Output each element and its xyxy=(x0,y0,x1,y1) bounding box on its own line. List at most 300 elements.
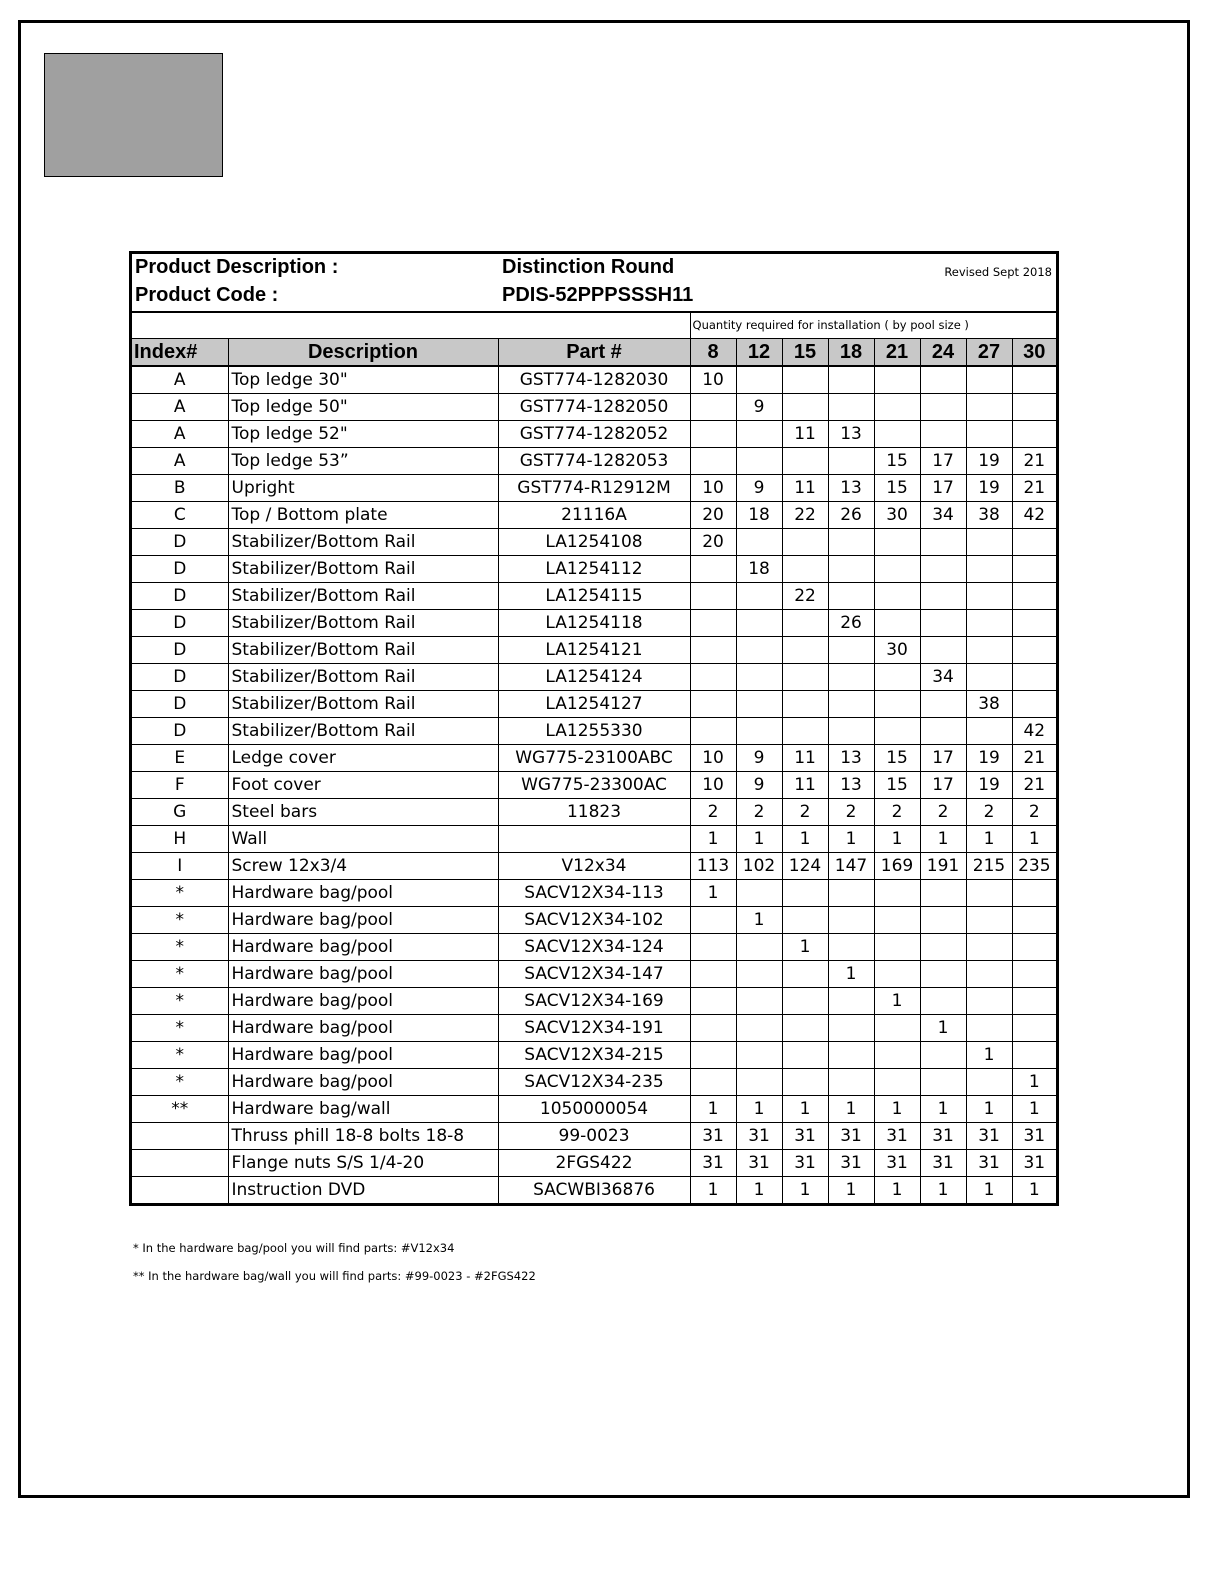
quantity-cell: 31 xyxy=(828,1150,874,1177)
table-row xyxy=(132,1069,1056,1096)
parts-sheet xyxy=(129,251,1059,1206)
quantity-cell: 1 xyxy=(1012,1177,1056,1204)
quantity-cell: 1 xyxy=(690,880,736,907)
quantity-cell xyxy=(966,1069,1012,1096)
part-number-cell: SACV12X34-215 xyxy=(498,1042,690,1069)
quantity-cell: 1 xyxy=(736,907,782,934)
quantity-cell: 31 xyxy=(736,1123,782,1150)
part-number-cell: SACV12X34-169 xyxy=(498,988,690,1015)
quantity-cell xyxy=(828,988,874,1015)
index-cell: H xyxy=(132,826,228,853)
quantity-cell xyxy=(920,1042,966,1069)
quantity-cell: 1 xyxy=(828,961,874,988)
quantity-cell xyxy=(736,664,782,691)
quantity-cell xyxy=(1012,529,1056,556)
quantity-cell xyxy=(736,583,782,610)
quantity-cell xyxy=(966,556,1012,583)
index-cell: D xyxy=(132,610,228,637)
quantity-cell xyxy=(736,1042,782,1069)
quantity-cell xyxy=(1012,366,1056,394)
index-cell: I xyxy=(132,853,228,880)
column-header-description: Description xyxy=(228,339,498,367)
part-number-cell: GST774-1282030 xyxy=(498,366,690,394)
quantity-cell xyxy=(782,880,828,907)
parts-table xyxy=(132,313,1056,1203)
quantity-cell xyxy=(690,1069,736,1096)
index-cell: D xyxy=(132,529,228,556)
table-row xyxy=(132,556,1056,583)
quantity-cell: 1 xyxy=(782,934,828,961)
quantity-cell: 18 xyxy=(736,556,782,583)
quantity-cell xyxy=(690,1015,736,1042)
index-cell: A xyxy=(132,448,228,475)
quantity-cell xyxy=(966,880,1012,907)
quantity-cell xyxy=(690,664,736,691)
quantity-cell: 31 xyxy=(690,1150,736,1177)
quantity-cell xyxy=(920,934,966,961)
column-header-row xyxy=(132,339,1056,367)
quantity-cell: 21 xyxy=(1012,745,1056,772)
quantity-cell: 42 xyxy=(1012,718,1056,745)
description-cell: Stabilizer/Bottom Rail xyxy=(228,718,498,745)
quantity-cell: 1 xyxy=(920,1096,966,1123)
quantity-cell: 31 xyxy=(1012,1150,1056,1177)
quantity-cell xyxy=(736,637,782,664)
quantity-cell xyxy=(690,610,736,637)
index-cell: D xyxy=(132,691,228,718)
part-number-cell: LA1255330 xyxy=(498,718,690,745)
quantity-cell: 9 xyxy=(736,772,782,799)
quantity-cell: 31 xyxy=(690,1123,736,1150)
description-cell: Stabilizer/Bottom Rail xyxy=(228,664,498,691)
table-row xyxy=(132,961,1056,988)
description-cell: Hardware bag/pool xyxy=(228,1069,498,1096)
quantity-cell xyxy=(736,718,782,745)
quantity-cell xyxy=(966,394,1012,421)
description-cell: Top ledge 52" xyxy=(228,421,498,448)
part-number-cell: SACV12X34-147 xyxy=(498,961,690,988)
quantity-cell xyxy=(1012,880,1056,907)
quantity-cell xyxy=(966,529,1012,556)
description-cell: Top ledge 53” xyxy=(228,448,498,475)
quantity-cell xyxy=(690,448,736,475)
part-number-cell: GST774-1282053 xyxy=(498,448,690,475)
index-cell xyxy=(132,1177,228,1204)
part-number-cell: SACV12X34-102 xyxy=(498,907,690,934)
description-cell: Hardware bag/pool xyxy=(228,934,498,961)
quantity-cell xyxy=(828,880,874,907)
column-header-size: 21 xyxy=(874,339,920,367)
quantity-cell xyxy=(874,961,920,988)
part-number-cell: 2FGS422 xyxy=(498,1150,690,1177)
table-row xyxy=(132,1042,1056,1069)
index-cell: * xyxy=(132,988,228,1015)
footnotes xyxy=(133,1240,536,1296)
table-row xyxy=(132,1015,1056,1042)
quantity-cell xyxy=(1012,961,1056,988)
footnote-pool: * In the hardware bag/pool you will find parts: #V12x34 xyxy=(133,1241,455,1255)
quantity-cell: 2 xyxy=(782,799,828,826)
quantity-cell: 1 xyxy=(736,826,782,853)
quantity-cell: 31 xyxy=(966,1150,1012,1177)
table-row xyxy=(132,988,1056,1015)
quantity-cell: 31 xyxy=(782,1150,828,1177)
quantity-cell: 22 xyxy=(782,502,828,529)
quantity-cell: 21 xyxy=(1012,772,1056,799)
part-number-cell: LA1254115 xyxy=(498,583,690,610)
quantity-cell xyxy=(920,583,966,610)
description-cell: Top ledge 50" xyxy=(228,394,498,421)
part-number-cell: GST774-1282050 xyxy=(498,394,690,421)
quantity-cell: 17 xyxy=(920,772,966,799)
quantity-cell: 18 xyxy=(736,502,782,529)
quantity-cell: 13 xyxy=(828,772,874,799)
quantity-cell xyxy=(736,366,782,394)
quantity-cell: 1 xyxy=(874,1096,920,1123)
quantity-cell xyxy=(920,1069,966,1096)
quantity-cell xyxy=(828,448,874,475)
index-cell: * xyxy=(132,907,228,934)
quantity-cell xyxy=(1012,664,1056,691)
part-number-cell: SACV12X34-124 xyxy=(498,934,690,961)
quantity-cell: 113 xyxy=(690,853,736,880)
quantity-cell xyxy=(736,1015,782,1042)
quantity-cell: 2 xyxy=(690,799,736,826)
table-row xyxy=(132,826,1056,853)
quantity-cell: 1 xyxy=(874,826,920,853)
quantity-cell: 42 xyxy=(1012,502,1056,529)
quantity-cell xyxy=(1012,691,1056,718)
description-cell: Thruss phill 18-8 bolts 18-8 xyxy=(228,1123,498,1150)
quantity-cell xyxy=(736,448,782,475)
quantity-cell xyxy=(690,583,736,610)
product-code: PDIS-52PPPSSSH11 xyxy=(502,284,694,306)
quantity-cell: 38 xyxy=(966,502,1012,529)
quantity-cell: 26 xyxy=(828,502,874,529)
quantity-cell: 13 xyxy=(828,475,874,502)
quantity-cell: 31 xyxy=(874,1150,920,1177)
quantity-cell xyxy=(874,718,920,745)
table-row xyxy=(132,637,1056,664)
description-cell: Hardware bag/wall xyxy=(228,1096,498,1123)
quantity-cell xyxy=(828,718,874,745)
quantity-cell xyxy=(828,529,874,556)
column-header-size: 27 xyxy=(966,339,1012,367)
quantity-cell: 26 xyxy=(828,610,874,637)
quantity-cell xyxy=(782,718,828,745)
table-row xyxy=(132,1177,1056,1204)
footnote-wall: ** In the hardware bag/wall you will find parts: #99-0023 - #2FGS422 xyxy=(133,1269,536,1283)
quantity-cell xyxy=(828,1042,874,1069)
quantity-cell: 1 xyxy=(920,826,966,853)
description-cell: Stabilizer/Bottom Rail xyxy=(228,610,498,637)
quantity-cell: 1 xyxy=(1012,1096,1056,1123)
quantity-cell xyxy=(920,718,966,745)
index-cell: * xyxy=(132,934,228,961)
quantity-cell: 31 xyxy=(782,1123,828,1150)
quantity-cell: 11 xyxy=(782,421,828,448)
quantity-cell xyxy=(736,421,782,448)
quantity-cell xyxy=(828,664,874,691)
quantity-cell xyxy=(920,610,966,637)
description-cell: Stabilizer/Bottom Rail xyxy=(228,529,498,556)
quantity-cell xyxy=(920,880,966,907)
quantity-cell xyxy=(782,1042,828,1069)
description-cell: Foot cover xyxy=(228,772,498,799)
table-row xyxy=(132,1096,1056,1123)
quantity-cell xyxy=(874,421,920,448)
quantity-cell xyxy=(782,1015,828,1042)
index-cell: * xyxy=(132,1042,228,1069)
quantity-cell: 1 xyxy=(690,826,736,853)
quantity-cell: 15 xyxy=(874,448,920,475)
quantity-cell: 31 xyxy=(920,1150,966,1177)
quantity-cell: 1 xyxy=(920,1177,966,1204)
quantity-cell xyxy=(736,610,782,637)
quantity-cell xyxy=(874,1069,920,1096)
quantity-cell: 9 xyxy=(736,475,782,502)
blank-cell xyxy=(132,313,690,339)
quantity-cell: 10 xyxy=(690,745,736,772)
column-header-size: 30 xyxy=(1012,339,1056,367)
part-number-cell: LA1254124 xyxy=(498,664,690,691)
table-row xyxy=(132,394,1056,421)
quantity-cell xyxy=(690,907,736,934)
quantity-cell xyxy=(966,610,1012,637)
quantity-cell xyxy=(828,394,874,421)
quantity-cell: 11 xyxy=(782,772,828,799)
quantity-cell: 1 xyxy=(782,826,828,853)
description-cell: Hardware bag/pool xyxy=(228,1042,498,1069)
quantity-cell xyxy=(828,907,874,934)
quantity-cell: 11 xyxy=(782,745,828,772)
quantity-cell xyxy=(874,880,920,907)
quantity-cell xyxy=(920,907,966,934)
quantity-cell: 2 xyxy=(966,799,1012,826)
quantity-cell xyxy=(874,366,920,394)
table-row xyxy=(132,1123,1056,1150)
part-number-cell: WG775-23100ABC xyxy=(498,745,690,772)
table-row xyxy=(132,907,1056,934)
quantity-cell xyxy=(782,961,828,988)
product-code-label: Product Code : xyxy=(135,284,279,306)
quantity-cell: 17 xyxy=(920,448,966,475)
column-header-part: Part # xyxy=(498,339,690,367)
quantity-cell xyxy=(966,988,1012,1015)
quantity-cell: 1 xyxy=(1012,826,1056,853)
table-row xyxy=(132,502,1056,529)
product-description: Distinction Round xyxy=(502,256,675,278)
index-cell xyxy=(132,1123,228,1150)
index-cell: G xyxy=(132,799,228,826)
quantity-cell xyxy=(874,1042,920,1069)
description-cell: Instruction DVD xyxy=(228,1177,498,1204)
description-cell: Stabilizer/Bottom Rail xyxy=(228,583,498,610)
part-number-cell: LA1254118 xyxy=(498,610,690,637)
quantity-cell: 10 xyxy=(690,475,736,502)
product-header xyxy=(132,254,1056,313)
quantity-cell xyxy=(1012,934,1056,961)
quantity-cell: 1 xyxy=(874,988,920,1015)
quantity-cell: 22 xyxy=(782,583,828,610)
quantity-cell: 38 xyxy=(966,691,1012,718)
quantity-cell: 10 xyxy=(690,366,736,394)
quantity-cell xyxy=(782,448,828,475)
quantity-cell xyxy=(874,691,920,718)
table-row xyxy=(132,772,1056,799)
index-cell: * xyxy=(132,961,228,988)
table-row xyxy=(132,745,1056,772)
table-row xyxy=(132,799,1056,826)
quantity-cell: 102 xyxy=(736,853,782,880)
quantity-cell: 191 xyxy=(920,853,966,880)
quantity-cell: 1 xyxy=(828,1177,874,1204)
quantity-cell xyxy=(690,421,736,448)
quantity-cell xyxy=(782,610,828,637)
quantity-cell xyxy=(874,934,920,961)
part-number-cell: LA1254121 xyxy=(498,637,690,664)
quantity-cell xyxy=(966,718,1012,745)
quantity-cell xyxy=(690,637,736,664)
quantity-cell xyxy=(782,907,828,934)
quantity-cell: 31 xyxy=(920,1123,966,1150)
table-row xyxy=(132,421,1056,448)
quantity-cell: 31 xyxy=(966,1123,1012,1150)
index-cell: A xyxy=(132,394,228,421)
quantity-caption-row xyxy=(132,313,1056,339)
quantity-cell xyxy=(782,691,828,718)
part-number-cell xyxy=(498,826,690,853)
quantity-cell: 1 xyxy=(736,1177,782,1204)
quantity-cell xyxy=(782,988,828,1015)
quantity-cell: 30 xyxy=(874,637,920,664)
quantity-cell: 11 xyxy=(782,475,828,502)
quantity-cell: 2 xyxy=(874,799,920,826)
quantity-cell xyxy=(874,556,920,583)
quantity-cell: 34 xyxy=(920,502,966,529)
column-header-size: 24 xyxy=(920,339,966,367)
quantity-cell xyxy=(736,934,782,961)
quantity-cell: 1 xyxy=(828,826,874,853)
quantity-cell: 9 xyxy=(736,745,782,772)
quantity-caption: Quantity required for installation ( by pool size ) xyxy=(690,313,1056,339)
quantity-cell xyxy=(736,529,782,556)
index-cell: D xyxy=(132,637,228,664)
part-number-cell: SACV12X34-191 xyxy=(498,1015,690,1042)
part-number-cell: V12x34 xyxy=(498,853,690,880)
table-row xyxy=(132,664,1056,691)
quantity-cell xyxy=(874,610,920,637)
table-row xyxy=(132,448,1056,475)
table-row xyxy=(132,475,1056,502)
quantity-cell xyxy=(782,664,828,691)
quantity-cell: 1 xyxy=(828,1096,874,1123)
quantity-cell: 21 xyxy=(1012,475,1056,502)
part-number-cell: 21116A xyxy=(498,502,690,529)
quantity-cell: 2 xyxy=(920,799,966,826)
part-number-cell: GST774-R12912M xyxy=(498,475,690,502)
quantity-cell: 215 xyxy=(966,853,1012,880)
quantity-cell: 31 xyxy=(874,1123,920,1150)
index-cell: A xyxy=(132,421,228,448)
quantity-cell: 15 xyxy=(874,475,920,502)
quantity-cell xyxy=(966,1015,1012,1042)
quantity-cell xyxy=(966,907,1012,934)
quantity-cell xyxy=(966,664,1012,691)
quantity-cell: 235 xyxy=(1012,853,1056,880)
quantity-cell xyxy=(690,988,736,1015)
index-cell: * xyxy=(132,1069,228,1096)
description-cell: Ledge cover xyxy=(228,745,498,772)
logo-placeholder xyxy=(44,53,223,177)
quantity-cell xyxy=(828,583,874,610)
quantity-cell: 1 xyxy=(966,1096,1012,1123)
quantity-cell xyxy=(920,394,966,421)
quantity-cell: 17 xyxy=(920,745,966,772)
quantity-cell xyxy=(736,988,782,1015)
description-cell: Flange nuts S/S 1/4-20 xyxy=(228,1150,498,1177)
table-row xyxy=(132,1150,1056,1177)
quantity-cell xyxy=(690,394,736,421)
quantity-cell xyxy=(966,637,1012,664)
quantity-cell xyxy=(828,1015,874,1042)
part-number-cell: 99-0023 xyxy=(498,1123,690,1150)
quantity-cell: 10 xyxy=(690,772,736,799)
index-cell: A xyxy=(132,366,228,394)
part-number-cell: GST774-1282052 xyxy=(498,421,690,448)
quantity-cell xyxy=(1012,907,1056,934)
quantity-cell xyxy=(828,691,874,718)
table-row xyxy=(132,583,1056,610)
quantity-cell: 169 xyxy=(874,853,920,880)
quantity-cell xyxy=(920,691,966,718)
table-row xyxy=(132,880,1056,907)
quantity-cell: 34 xyxy=(920,664,966,691)
description-cell: Wall xyxy=(228,826,498,853)
quantity-cell xyxy=(736,961,782,988)
table-row xyxy=(132,934,1056,961)
part-number-cell: SACV12X34-113 xyxy=(498,880,690,907)
product-description-label: Product Description : xyxy=(135,256,339,278)
description-cell: Top ledge 30" xyxy=(228,366,498,394)
quantity-cell xyxy=(1012,1042,1056,1069)
quantity-cell: 15 xyxy=(874,772,920,799)
quantity-cell xyxy=(920,556,966,583)
table-row xyxy=(132,691,1056,718)
quantity-cell xyxy=(690,934,736,961)
table-row xyxy=(132,529,1056,556)
quantity-cell: 13 xyxy=(828,421,874,448)
quantity-cell xyxy=(690,556,736,583)
quantity-cell xyxy=(1012,610,1056,637)
quantity-cell: 13 xyxy=(828,745,874,772)
quantity-cell xyxy=(874,394,920,421)
quantity-cell xyxy=(782,366,828,394)
quantity-cell: 1 xyxy=(966,1177,1012,1204)
quantity-cell xyxy=(966,934,1012,961)
quantity-cell: 2 xyxy=(736,799,782,826)
description-cell: Hardware bag/pool xyxy=(228,907,498,934)
quantity-cell: 1 xyxy=(782,1096,828,1123)
index-cell: D xyxy=(132,664,228,691)
quantity-cell xyxy=(828,366,874,394)
index-cell: D xyxy=(132,718,228,745)
quantity-cell xyxy=(690,961,736,988)
quantity-cell: 1 xyxy=(782,1177,828,1204)
index-cell: * xyxy=(132,880,228,907)
quantity-cell: 1 xyxy=(690,1096,736,1123)
quantity-cell: 31 xyxy=(828,1123,874,1150)
